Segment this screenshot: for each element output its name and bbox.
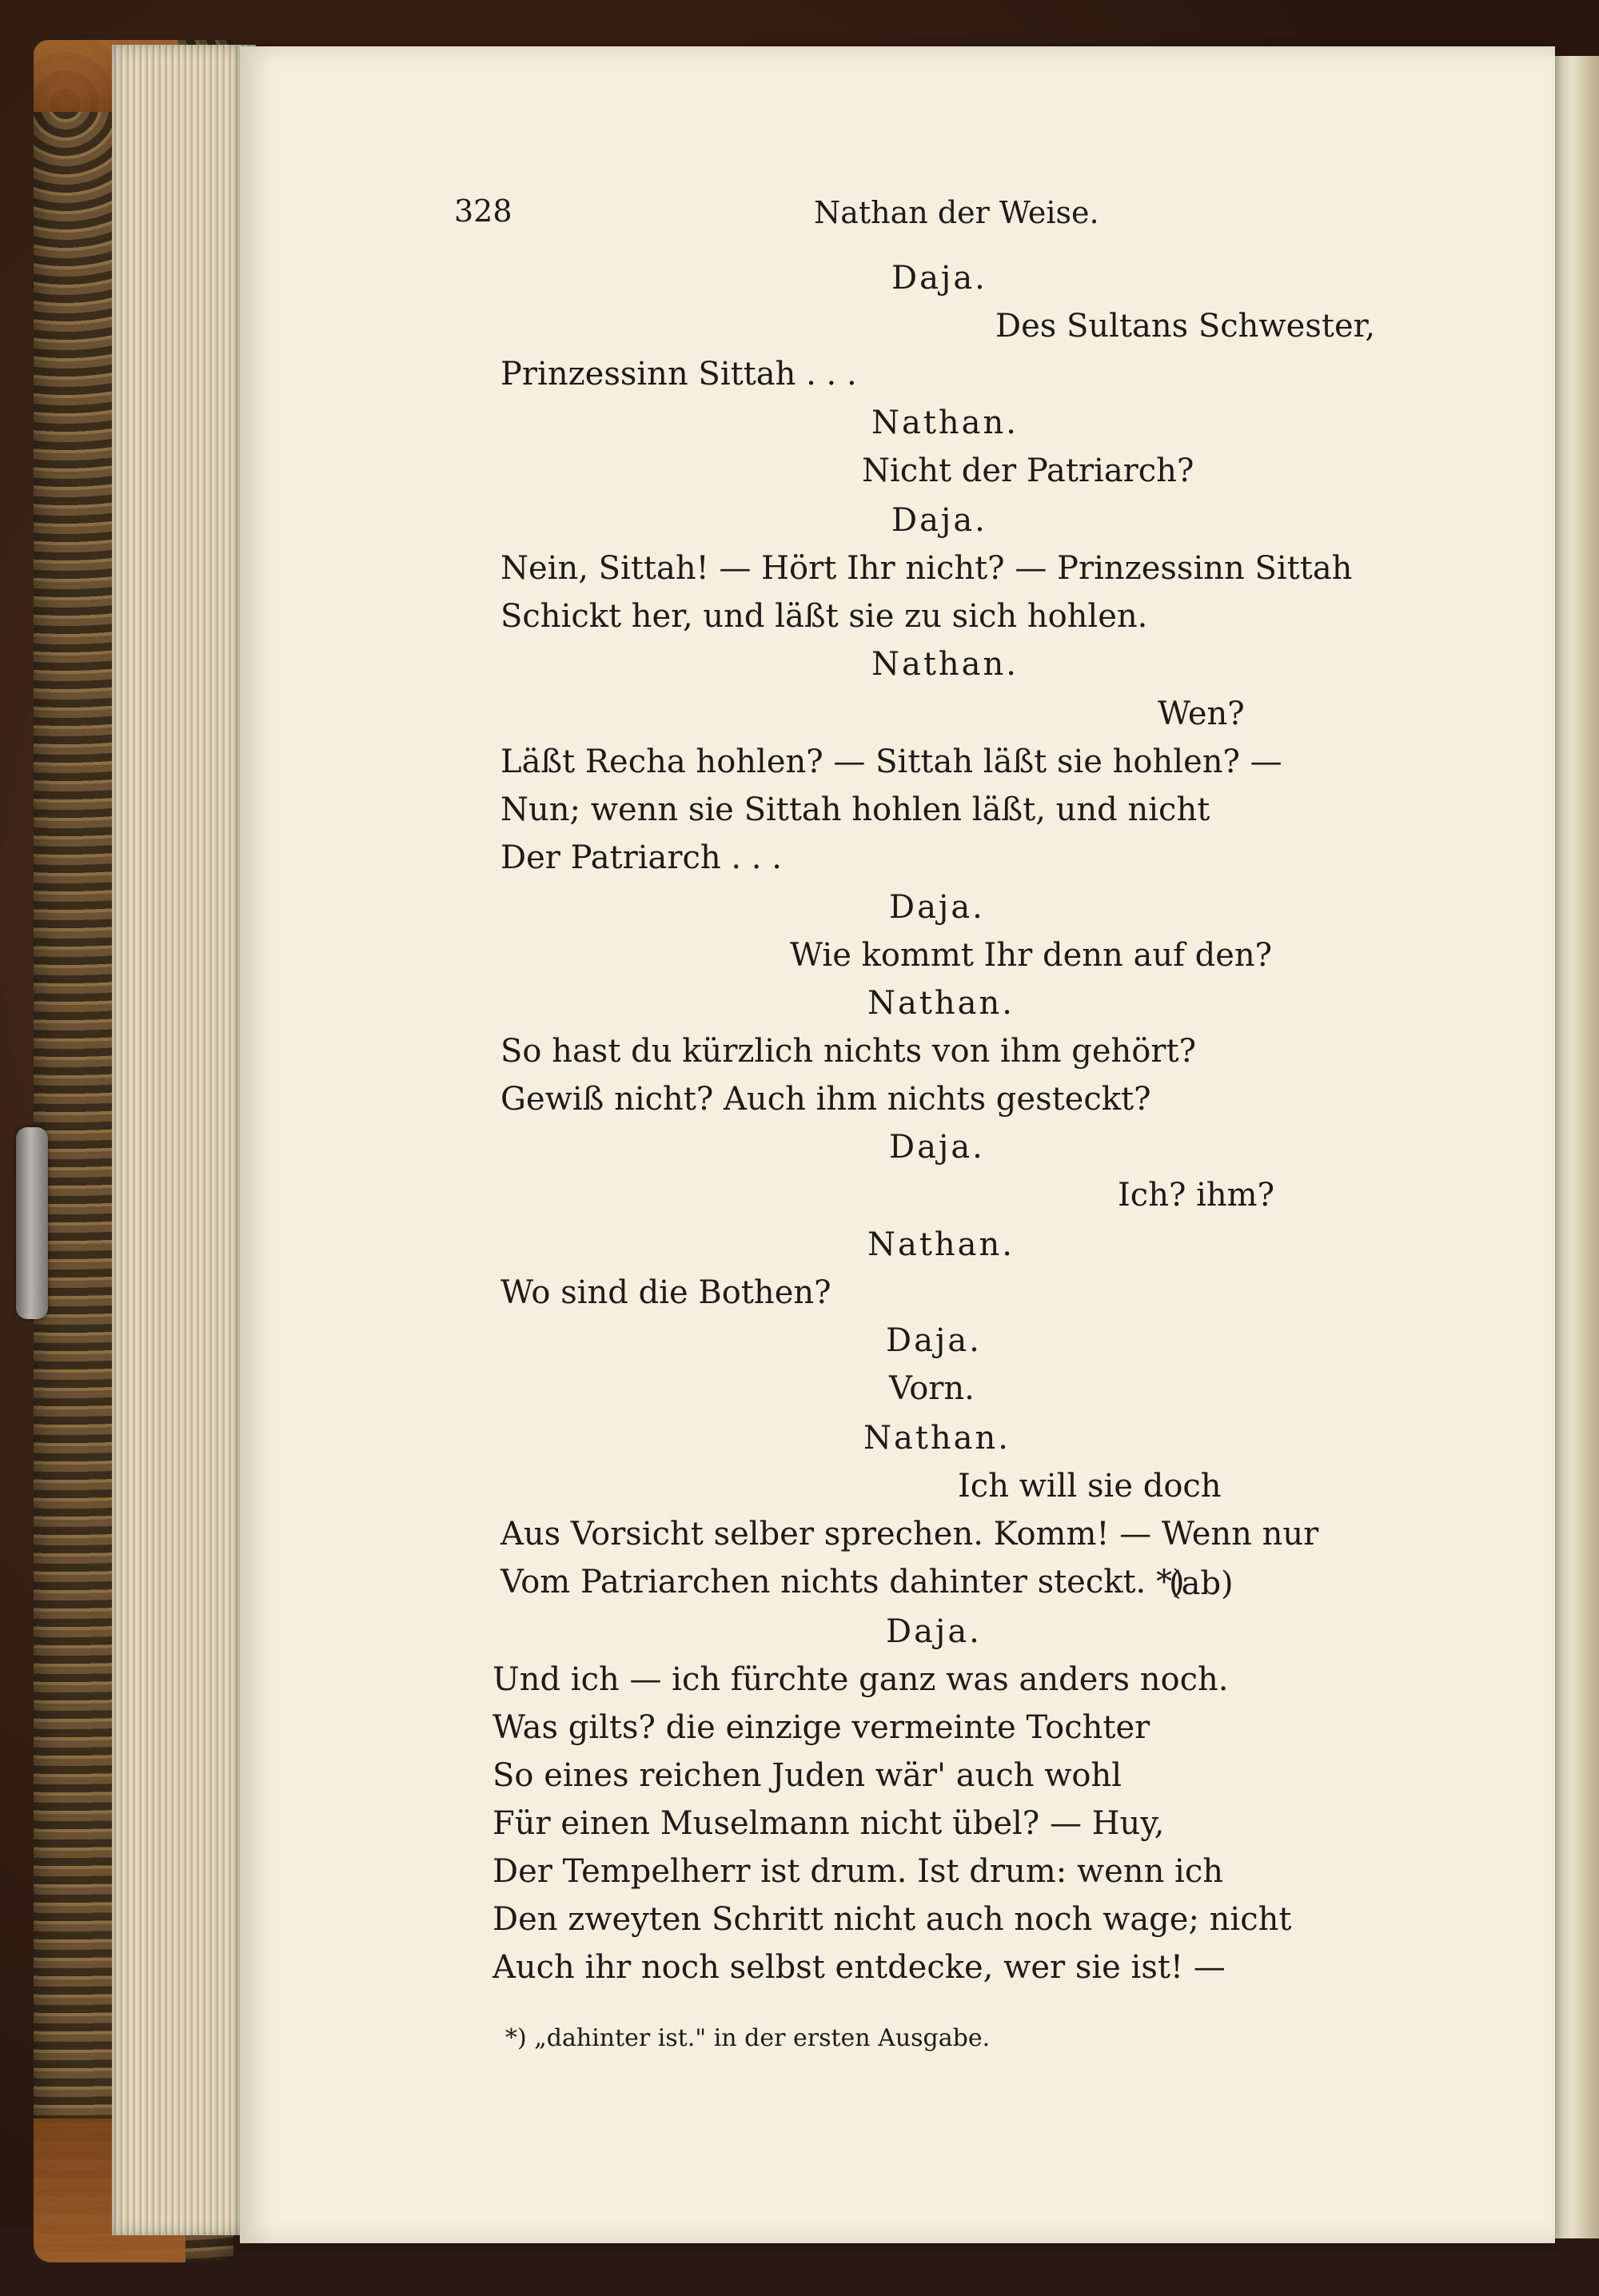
- footnote: *) „dahinter ist." in der ersten Ausgabe.: [505, 2024, 991, 2052]
- verse-line: Den zweyten Schritt nicht auch noch wage; nicht: [492, 1901, 1292, 1938]
- verse-line: Prinzessinn Sittah . . .: [500, 356, 857, 393]
- verse-line: Gewiß nicht? Auch ihm nichts gesteckt?: [500, 1081, 1151, 1118]
- verse-line: Des Sultans Schwester,: [995, 308, 1376, 345]
- speaker-nathan: Nathan.: [867, 1226, 1015, 1263]
- verse-line: Wie kommt Ihr denn auf den?: [790, 937, 1273, 974]
- page-text: [240, 46, 1555, 2243]
- speaker-daja: Daja.: [889, 889, 985, 926]
- verse-line: Vom Patriarchen nichts dahinter steckt. *): [500, 1564, 1185, 1600]
- speaker-nathan: Nathan.: [867, 985, 1015, 1022]
- verse-line: So hast du kürzlich nichts von ihm gehört?: [500, 1033, 1197, 1070]
- verse-line: Ich? ihm?: [1118, 1177, 1275, 1214]
- verse-line: Wo sind die Bothen?: [500, 1274, 831, 1311]
- running-title: Nathan der Weise.: [814, 195, 1099, 230]
- verse-line: Nun; wenn sie Sittah hohlen läßt, und nicht: [500, 791, 1210, 828]
- verse-line: Der Tempelherr ist drum. Ist drum: wenn ich: [492, 1853, 1224, 1890]
- speaker-daja: Daja.: [886, 1322, 982, 1359]
- verse-line: Vorn.: [889, 1370, 975, 1407]
- verse-line: Nicht der Patriarch?: [862, 452, 1194, 489]
- verse-line: Läßt Recha hohlen? — Sittah läßt sie hohlen? —: [500, 743, 1282, 780]
- speaker-daja: Daja.: [886, 1613, 982, 1650]
- book-page: [240, 46, 1555, 2243]
- verse-line: Ich will sie doch: [958, 1468, 1222, 1505]
- book-clasp: [16, 1127, 48, 1319]
- speaker-nathan: Nathan.: [871, 646, 1019, 683]
- verse-line: Schickt her, und läßt sie zu sich hohlen.: [500, 598, 1148, 635]
- speaker-nathan: Nathan.: [863, 1420, 1011, 1457]
- speaker-nathan: Nathan.: [871, 405, 1019, 441]
- verse-line: Nein, Sittah! — Hört Ihr nicht? — Prinzessinn Sittah: [500, 550, 1353, 587]
- speaker-daja: Daja.: [891, 260, 987, 297]
- verse-line: Und ich — ich fürchte ganz was anders noch.: [492, 1661, 1229, 1698]
- speaker-daja: Daja.: [891, 502, 987, 539]
- verse-line: Aus Vorsicht selber sprechen. Komm! — Wenn nur: [500, 1516, 1319, 1553]
- verse-line: So eines reichen Juden wär' auch wohl: [492, 1757, 1122, 1794]
- speaker-daja: Daja.: [889, 1129, 985, 1166]
- verse-line: Auch ihr noch selbst entdecke, wer sie ist! —: [492, 1949, 1226, 1986]
- verse-line: Was gilts? die einzige vermeinte Tochter: [492, 1709, 1150, 1746]
- verse-line: Wen?: [1158, 696, 1245, 732]
- verse-line: Der Patriarch . . .: [500, 839, 782, 876]
- next-page-edge: [1555, 56, 1599, 2238]
- stage-direction: (ab): [1169, 1565, 1234, 1602]
- page-number: 328: [454, 193, 512, 229]
- page-edges: [112, 45, 256, 2235]
- verse-line: Für einen Muselmann nicht übel? — Huy,: [492, 1805, 1165, 1842]
